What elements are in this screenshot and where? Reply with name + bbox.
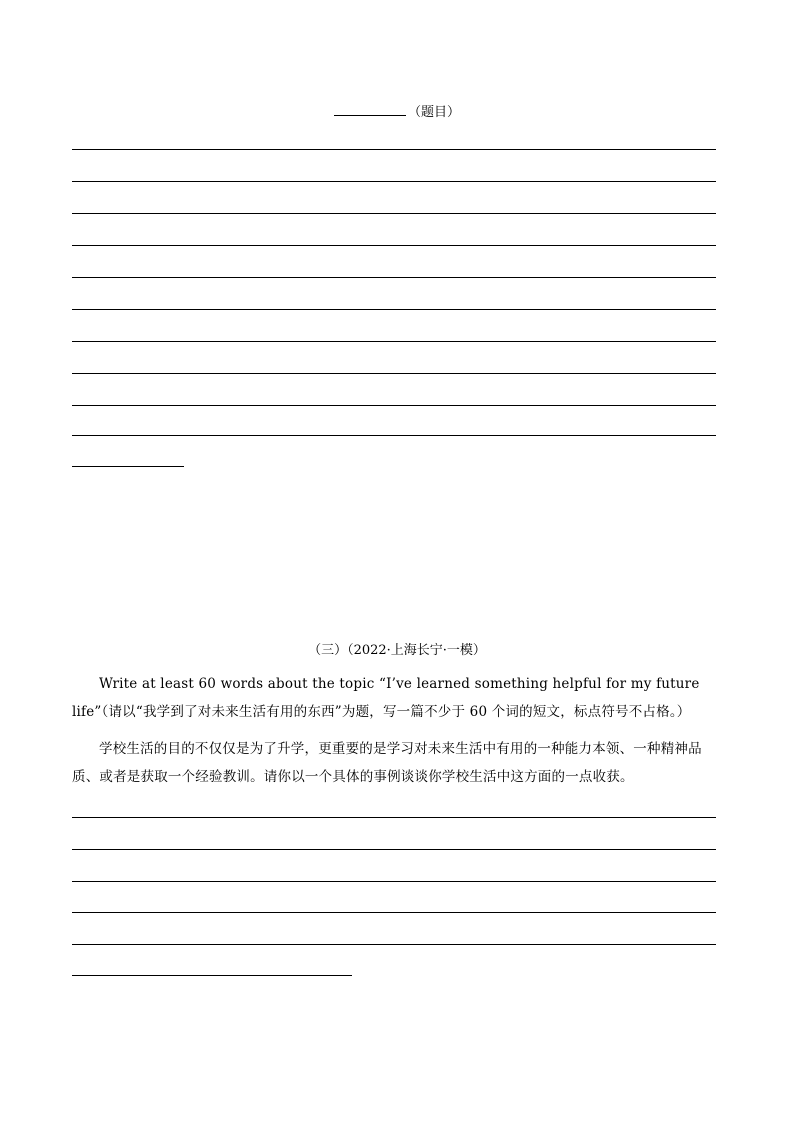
writing-line	[72, 435, 716, 436]
title-blank	[334, 101, 406, 116]
writing-line-short	[72, 466, 184, 467]
writing-line	[72, 817, 716, 818]
writing-line	[72, 213, 716, 214]
essay-title-line	[0, 101, 794, 123]
writing-line	[72, 309, 716, 310]
writing-line	[72, 944, 716, 945]
writing-line	[72, 373, 716, 374]
writing-line	[72, 405, 716, 406]
writing-line	[72, 245, 716, 246]
prompt-paragraph: 学校生活的目的不仅仅是为了升学，更重要的是学习对未来生活中有用的一种能力本领、一种精神品质、或者是获取一个经验教训。请你以一个具体的事例谈谈你学校生活中这方面的一点收获。	[72, 741, 702, 785]
writing-line	[72, 881, 716, 882]
writing-line	[72, 849, 716, 850]
writing-line-short	[72, 975, 352, 976]
writing-line	[72, 277, 716, 278]
writing-line	[72, 912, 716, 913]
writing-line	[72, 181, 716, 182]
writing-line	[72, 149, 716, 150]
title-label: （题目）	[407, 105, 460, 120]
writing-line	[72, 341, 716, 342]
instruction-paragraph: Write at least 60 words about the topic “I’ve learned something helpful for my future life”（请以“我学到了对未来生活有用的东西”为题，写一篇不少于 60 个词的短文，标点符号不占格。）	[72, 676, 700, 720]
section-heading: （三）（2022·上海长宁·一模）	[308, 643, 486, 658]
